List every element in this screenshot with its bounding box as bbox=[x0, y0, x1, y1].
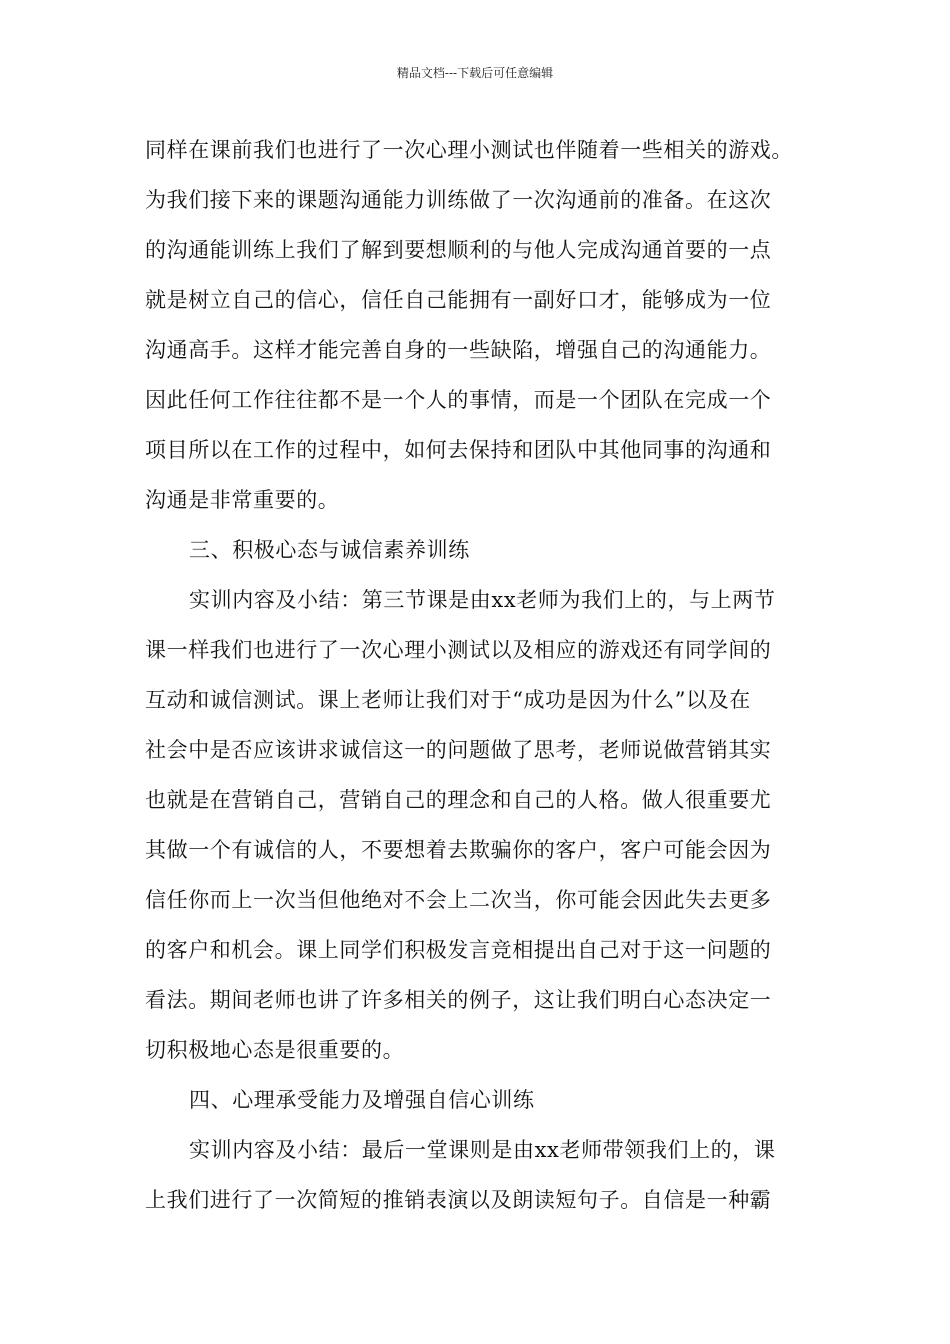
page-header: 精品文档---下载后可任意编辑 bbox=[396, 66, 554, 80]
paragraph-line: 也就是在营销自己，营销自己的理念和自己的人格。做人很重要尤 bbox=[145, 788, 772, 812]
paragraph-line: 沟通高手。这样才能完善自身的一些缺陷，增强自己的沟通能力。 bbox=[145, 338, 772, 362]
section-heading: 三、积极心态与诚信素养训练 bbox=[189, 538, 470, 562]
paragraph-line: 项目所以在工作的过程中，如何去保持和团队中其他同事的沟通和 bbox=[145, 438, 772, 462]
paragraph-line: 的沟通能训练上我们了解到要想顺利的与他人完成沟通首要的一点 bbox=[145, 238, 772, 262]
paragraph-line: 为我们接下来的课题沟通能力训练做了一次沟通前的准备。在这次 bbox=[145, 188, 772, 212]
paragraph-line: 课一样我们也进行了一次心理小测试以及相应的游戏还有同学间的 bbox=[145, 638, 772, 662]
paragraph-line: 互动和诚信测试。课上老师让我们对于“成功是因为什么”以及在 bbox=[145, 688, 751, 712]
paragraph-line: 就是树立自己的信心，信任自己能拥有一副好口才，能够成为一位 bbox=[145, 288, 772, 312]
paragraph-line: 因此任何工作往往都不是一个人的事情，而是一个团队在完成一个 bbox=[145, 388, 772, 412]
paragraph-line: 看法。期间老师也讲了许多相关的例子，这让我们明白心态决定一 bbox=[145, 988, 772, 1012]
paragraph-line: 切积极地心态是很重要的。 bbox=[145, 1038, 405, 1062]
paragraph-line: 沟通是非常重要的。 bbox=[145, 488, 340, 512]
paragraph-line: 的客户和机会。课上同学们积极发言竞相提出自己对于这一问题的 bbox=[145, 938, 772, 962]
paragraph-line: 信任你而上一次当但他绝对不会上二次当，你可能会因此失去更多 bbox=[145, 888, 772, 912]
paragraph-line: 实训内容及小结：第三节课是由xx老师为我们上的，与上两节 bbox=[189, 588, 776, 612]
paragraph-line: 上我们进行了一次简短的推销表演以及朗读短句子。自信是一种霸 bbox=[145, 1188, 772, 1212]
paragraph-line: 其做一个有诚信的人，不要想着去欺骗你的客户，客户可能会因为 bbox=[145, 838, 772, 862]
paragraph-line: 同样在课前我们也进行了一次心理小测试也伴随着一些相关的游戏。 bbox=[145, 138, 793, 162]
section-heading: 四、心理承受能力及增强自信心训练 bbox=[189, 1088, 535, 1112]
paragraph-line: 实训内容及小结：最后一堂课则是由xx老师带领我们上的，课 bbox=[189, 1138, 776, 1162]
paragraph-line: 社会中是否应该讲求诚信这一的问题做了思考，老师说做营销其实 bbox=[145, 738, 772, 762]
